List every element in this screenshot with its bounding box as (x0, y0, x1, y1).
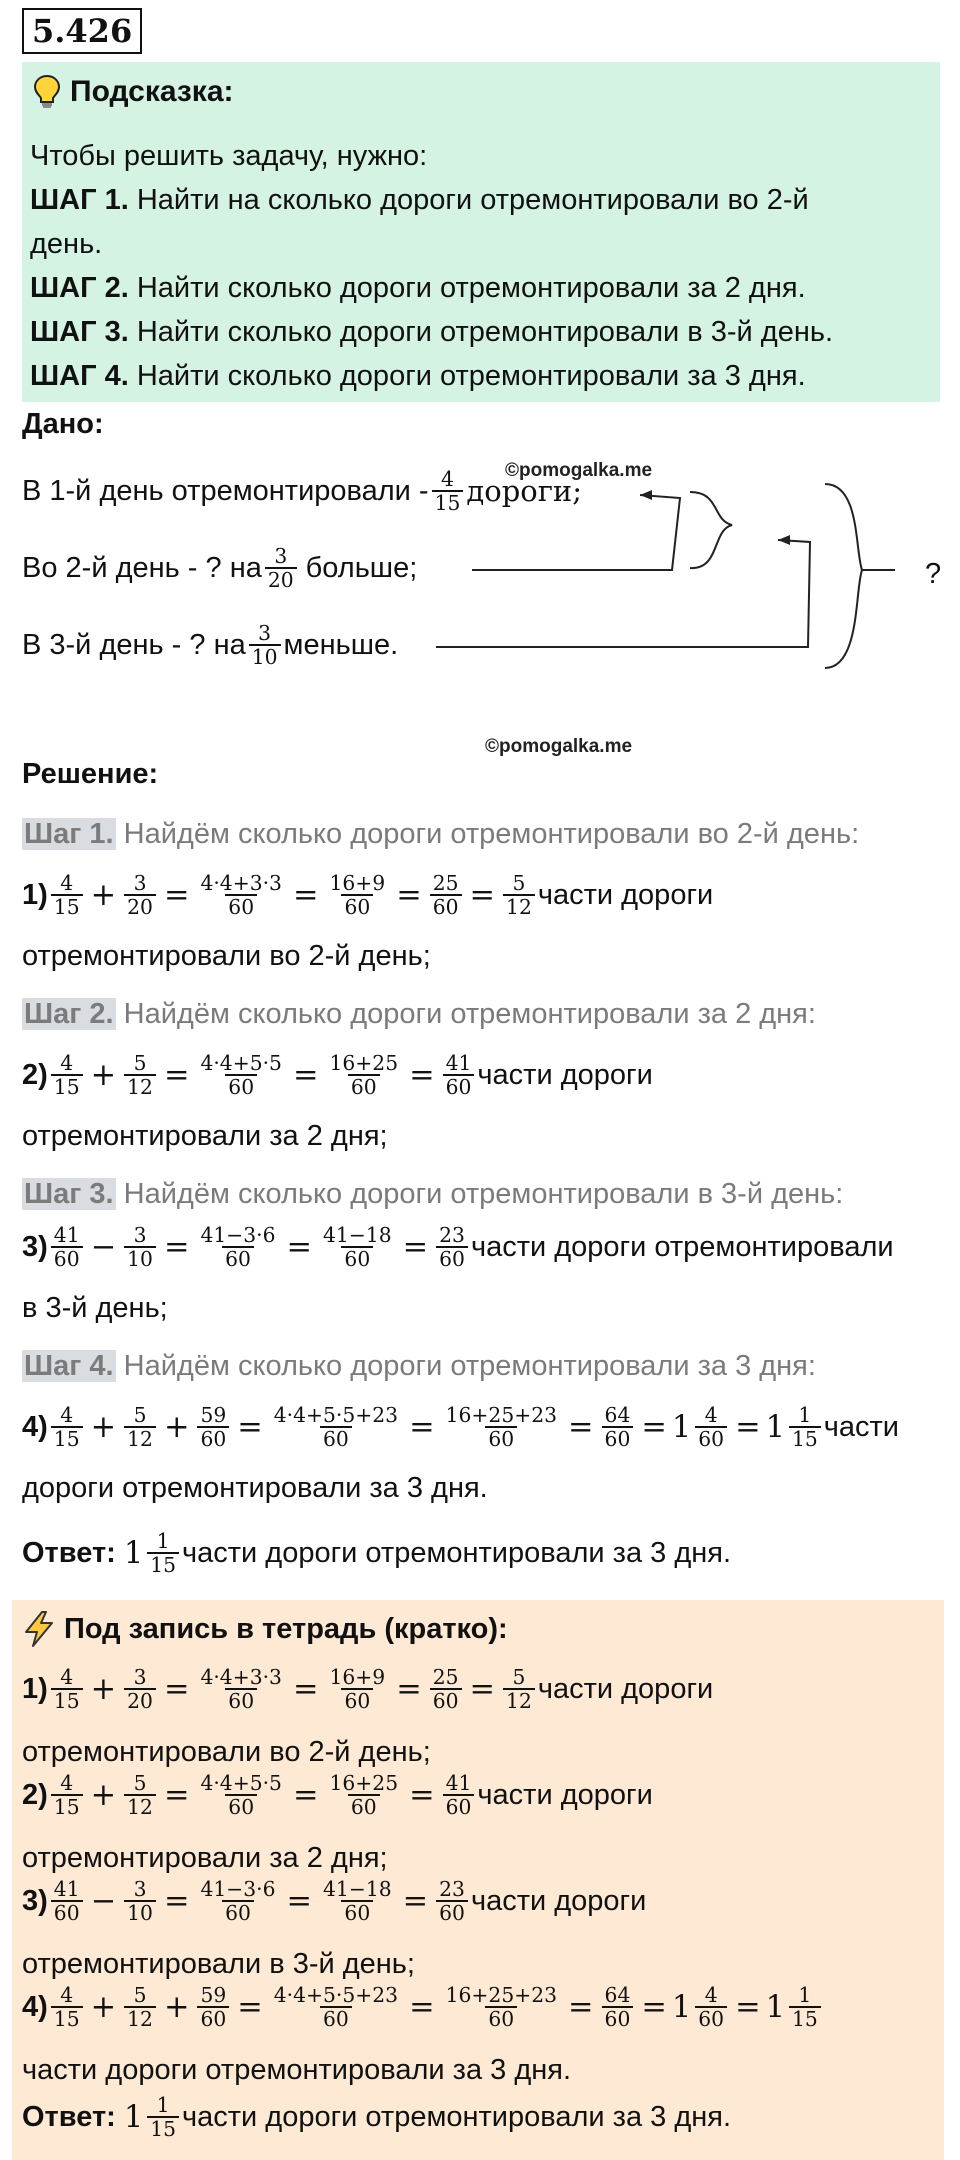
given-line-3: В 3-й день - ? на $\frac{3}{10}$ меньше. (22, 621, 399, 670)
notebook-title: Под запись в тетрадь (кратко): (22, 1610, 508, 1648)
given-title: Дано: (22, 408, 104, 440)
hint-step-1-cont: день. (30, 228, 103, 260)
problem-number: 5.426 (22, 8, 142, 54)
given-diagram (0, 467, 960, 680)
nb-equation-2-cont: отремонтировали за 2 дня; (22, 1842, 388, 1874)
solution-step-4: Шаг 4. Найдём сколько дороги отремонтировали за 3 дня: (24, 1350, 816, 1382)
hint-step-4: ШАГ 4. Найти сколько дороги отремонтировали за 3 дня. (30, 360, 806, 392)
given-line-1: В 1-й день отремонтировали - $\frac{4}{15}$ дороги; (22, 467, 583, 516)
fraction: $\frac{4}{15}$ (432, 468, 464, 515)
nb-equation-3-cont: отремонтировали в 3-й день; (22, 1948, 415, 1980)
equation-4-cont: дороги отремонтировали за 3 дня. (22, 1472, 488, 1504)
lightning-icon (22, 1610, 56, 1648)
equation-1-cont: отремонтировали во 2-й день; (22, 940, 431, 972)
nb-equation-4-cont: части дороги отремонтировали за 3 дня. (22, 2054, 572, 2086)
equation-1: 1) $\frac{4}{15}$ + $\frac{3}{20}$ = $\frac{4\cdot 4+3\cdot 3}{60}$ = $\frac{16+9}{60}$ = $\frac{25}{60}$ = $\frac{5}{12}$ части дороги (22, 871, 714, 920)
equation-3: 3) $\frac{41}{60}$ − $\frac{3}{10}$ = $\frac{41-3\cdot 6}{60}$ = $\frac{41-18}{60}$ = $\frac{23}{60}$ части дороги отремонтировали (22, 1223, 894, 1272)
nb-equation-1: 1) $\frac{4}{15}$ + $\frac{3}{20}$ = $\frac{4\cdot 4+3\cdot 3}{60}$ = $\frac{16+9}{60}$ = $\frac{25}{60}$ = $\frac{5}{12}$ части дороги (22, 1665, 714, 1714)
solution-step-3: Шаг 3. Найдём сколько дороги отремонтировали в 3-й день: (24, 1178, 844, 1210)
equation-4: 4) $\frac{4}{15}$ + $\frac{5}{12}$ + $\frac{59}{60}$ = $\frac{4\cdot 4+5\cdot 5+23}{60}$ = $\frac{16+25+23}{60}$ = $\frac{64}{60}$ = 1 $\frac{4}{60}$ = 1 $\frac{1}{15}$ части (22, 1403, 899, 1452)
watermark: ©pomogalka.me (505, 460, 653, 481)
equation-2: 2) $\frac{4}{15}$ + $\frac{5}{12}$ = $\frac{4\cdot 4+5\cdot 5}{60}$ = $\frac{16+25}{60}$ = $\frac{41}{60}$ части дороги (22, 1051, 653, 1100)
hint-intro: Чтобы решить задачу, нужно: (30, 140, 428, 172)
hint-title-text: Подсказка: (70, 75, 234, 108)
hint-step-3: ШАГ 3. Найти сколько дороги отремонтировали в 3-й день. (30, 316, 833, 348)
given-line-2: Во 2-й день - ? на $\frac{3}{20}$ больше; (22, 544, 418, 593)
solution-step-1: Шаг 1. Найдём сколько дороги отремонтировали во 2-й день: (24, 818, 860, 850)
solution-step-2: Шаг 2. Найдём сколько дороги отремонтировали за 2 дня: (24, 998, 816, 1030)
nb-answer: Ответ: 1 $\frac{1}{15}$ части дороги отремонтировали за 3 дня. (22, 2093, 732, 2142)
given-question: ? (925, 558, 942, 590)
solution-title: Решение: (22, 758, 159, 790)
hint-box (22, 62, 940, 402)
nb-equation-2: 2) $\frac{4}{15}$ + $\frac{5}{12}$ = $\frac{4\cdot 4+5\cdot 5}{60}$ = $\frac{16+25}{60}$ = $\frac{41}{60}$ части дороги (22, 1771, 653, 1820)
lightbulb-icon (32, 74, 62, 110)
nb-equation-3: 3) $\frac{41}{60}$ − $\frac{3}{10}$ = $\frac{41-3\cdot 6}{60}$ = $\frac{41-18}{60}$ = $\frac{23}{60}$ части дороги (22, 1877, 647, 1926)
fraction: $\frac{3}{20}$ (265, 545, 297, 592)
fraction: $\frac{3}{10}$ (249, 622, 281, 669)
hint-step-1: ШАГ 1. Найти на сколько дороги отремонтировали во 2-й (30, 184, 809, 216)
nb-equation-4: 4) $\frac{4}{15}$ + $\frac{5}{12}$ + $\frac{59}{60}$ = $\frac{4\cdot 4+5\cdot 5+23}{60}$ = $\frac{16+25+23}{60}$ = $\frac{64}{60}$ = 1 $\frac{4}{60}$ = 1 $\frac{1}{15}$ (22, 1984, 824, 2031)
answer: Ответ: 1 $\frac{1}{15}$ части дороги отремонтировали за 3 дня. (22, 1529, 732, 1578)
equation-2-cont: отремонтировали за 2 дня; (22, 1120, 388, 1152)
hint-title (32, 74, 234, 110)
watermark-2: ©pomogalka.me (485, 736, 633, 757)
hint-step-2: ШАГ 2. Найти сколько дороги отремонтировали за 2 дня. (30, 272, 806, 304)
equation-3-cont: в 3-й день; (22, 1292, 168, 1324)
notebook-box (12, 1600, 944, 2160)
nb-equation-1-cont: отремонтировали во 2-й день; (22, 1736, 431, 1768)
